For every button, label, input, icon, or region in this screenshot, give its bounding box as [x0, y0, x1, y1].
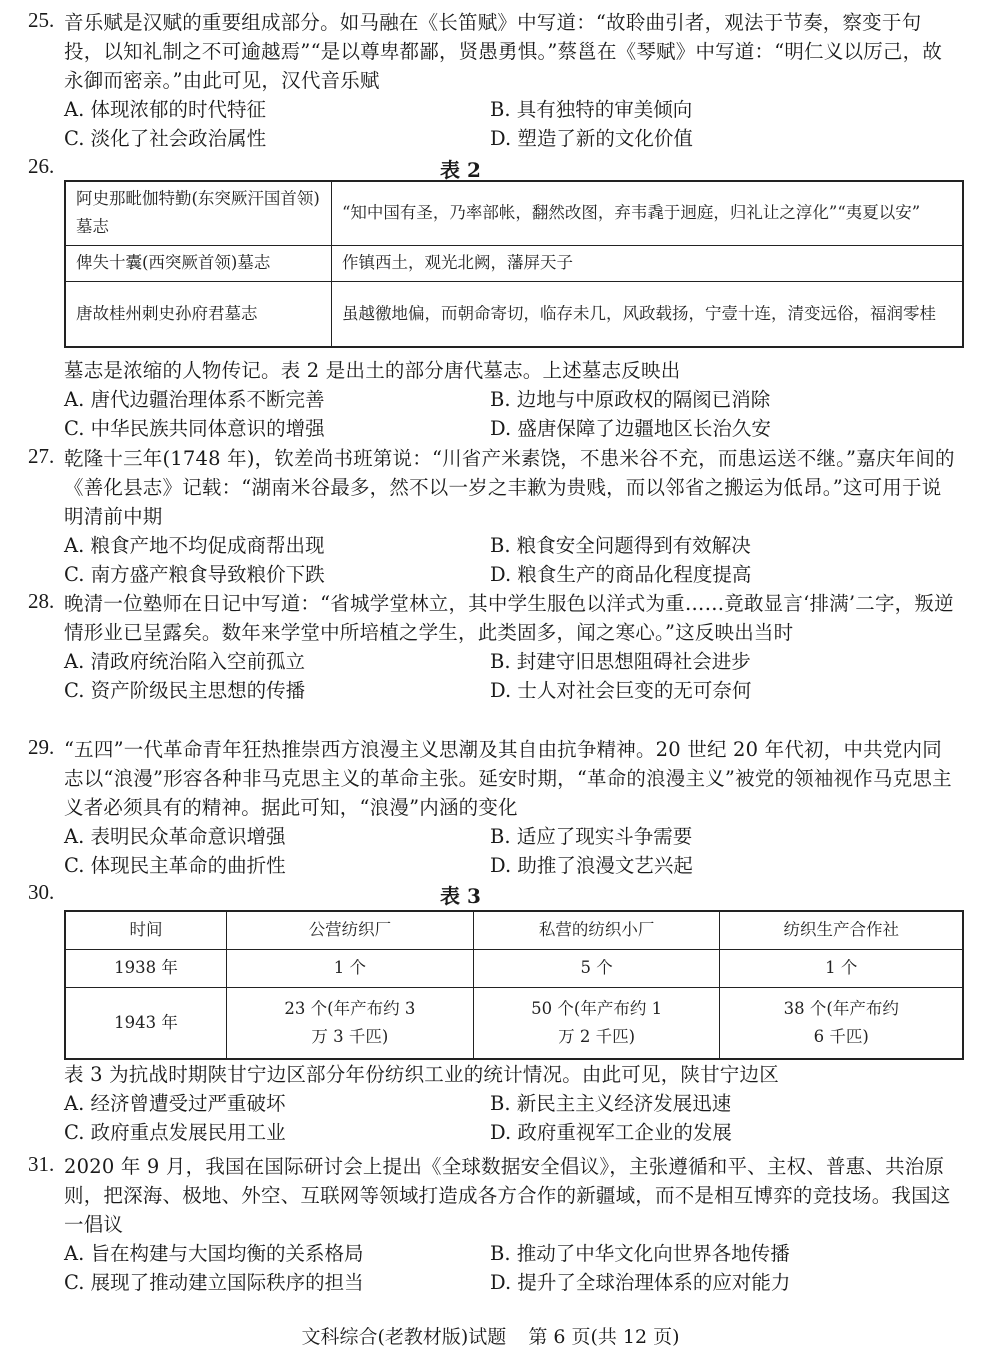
table-header-row	[65, 911, 963, 949]
option-d[interactable]: D. 助推了浪漫文艺兴起	[490, 854, 693, 877]
options	[64, 95, 958, 153]
option-c[interactable]: C. 南方盛产粮食导致粮价下跌	[64, 563, 325, 586]
table-cell: 5 个	[473, 949, 720, 987]
option-d[interactable]: D. 提升了全球治理体系的应对能力	[490, 1271, 791, 1294]
question-stem: 墓志是浓缩的人物传记。表 2 是出土的部分唐代墓志。上述墓志反映出	[64, 359, 681, 382]
option-d[interactable]: D. 政府重视军工企业的发展	[490, 1121, 732, 1144]
table-row	[65, 181, 963, 245]
option-b[interactable]: B. 边地与中原政权的隔阂已消除	[490, 388, 771, 411]
question-31	[28, 1152, 958, 1297]
option-c[interactable]: C. 展现了推动建立国际秩序的担当	[64, 1271, 364, 1294]
question-number: 29.	[28, 735, 55, 759]
table-header-cell: 公营纺织厂	[227, 911, 474, 949]
table-cell: 1943 年	[65, 987, 227, 1059]
option-c[interactable]: C. 政府重点发展民用工业	[64, 1121, 286, 1144]
table-caption: 表 3	[440, 884, 481, 908]
option-d[interactable]: D. 盛唐保障了边疆地区长治久安	[490, 417, 771, 440]
options	[64, 822, 958, 880]
option-b[interactable]: B. 粮食安全问题得到有效解决	[490, 534, 751, 557]
table-row	[65, 281, 963, 347]
table-cell: 阿史那毗伽特勤(东突厥汗国首领)墓志	[65, 181, 332, 245]
table-header-cell: 私营的纺织小厂	[473, 911, 720, 949]
table-cell: 38 个(年产布约 6 千匹)	[720, 987, 963, 1059]
option-d[interactable]: D. 塑造了新的文化价值	[490, 127, 693, 150]
table-cell: 作镇西土，观光北阙，藩屏天子	[332, 245, 964, 281]
table-cell: 俾失十囊(西突厥首领)墓志	[65, 245, 332, 281]
option-d[interactable]: D. 粮食生产的商品化程度提高	[490, 563, 752, 586]
question-27	[28, 444, 958, 589]
option-a[interactable]: A. 清政府统治陷入空前孤立	[64, 650, 305, 673]
table-cell: 唐故桂州刺史孙府君墓志	[65, 281, 332, 347]
table-cell: 23 个(年产布约 3 万 3 千匹)	[227, 987, 474, 1059]
table-header-cell: 纺织生产合作社	[720, 911, 963, 949]
option-d[interactable]: D. 士人对社会巨变的无可奈何	[490, 679, 752, 702]
question-stem: 乾隆十三年(1748 年)，钦差尚书班第说：“川省产米素饶，不患米谷不充，而患运送不继。”嘉庆年间的《善化县志》记载：“湖南米谷最多，然不以一岁之丰歉为贵贱，而以邻省之搬运为低昂。”这可用于说明清前中期	[64, 447, 955, 528]
question-number: 25.	[28, 8, 55, 32]
option-a[interactable]: A. 旨在构建与大国均衡的关系格局	[64, 1242, 364, 1265]
question-number: 28.	[28, 589, 55, 613]
table-cell: 1938 年	[65, 949, 227, 987]
option-a[interactable]: A. 经济曾遭受过严重破坏	[64, 1092, 286, 1115]
question-number: 27.	[28, 444, 55, 468]
option-b[interactable]: B. 具有独特的审美倾向	[490, 98, 693, 121]
option-a[interactable]: A. 表明民众革命意识增强	[64, 825, 286, 848]
question-number: 31.	[28, 1152, 55, 1176]
option-b[interactable]: B. 新民主主义经济发展迅速	[490, 1092, 732, 1115]
question-26-body	[28, 356, 958, 443]
question-stem: “五四”一代革命青年狂热推崇西方浪漫主义思潮及其自由抗争精神。20 世纪 20 年代初，中共党内同志以“浪漫”形容各种非马克思主义的革命主张。延安时期，“革命的浪漫主义”被党的领袖视作马克思主义者必须具有的精神。据此可知，“浪漫”内涵的变化	[64, 738, 952, 819]
question-number: 26.	[28, 154, 55, 178]
option-c[interactable]: C. 资产阶级民主思想的传播	[64, 679, 306, 702]
table-2	[64, 180, 964, 348]
table-cell: 50 个(年产布约 1 万 2 千匹)	[473, 987, 720, 1059]
options	[64, 1089, 958, 1147]
option-b[interactable]: B. 推动了中华文化向世界各地传播	[490, 1242, 790, 1265]
question-30-body	[28, 1060, 958, 1147]
option-b[interactable]: B. 封建守旧思想阻碍社会进步	[490, 650, 751, 673]
question-28	[28, 589, 958, 705]
option-a[interactable]: A. 体现浓郁的时代特征	[64, 98, 266, 121]
option-a[interactable]: A. 唐代边疆治理体系不断完善	[64, 388, 325, 411]
question-number: 30.	[28, 880, 55, 904]
options	[64, 647, 958, 705]
table-cell: 1 个	[227, 949, 474, 987]
page-footer	[0, 1322, 981, 1349]
table-cell: “知中国有圣，乃率部帐，翻然改图，弃韦毳于迥庭，归礼让之淳化”“夷夏以安”	[332, 181, 964, 245]
table-header-cell: 时间	[65, 911, 227, 949]
question-stem: 表 3 为抗战时期陕甘宁边区部分年份纺织工业的统计情况。由此可见，陕甘宁边区	[64, 1063, 779, 1086]
question-29	[28, 735, 958, 880]
options	[64, 531, 958, 589]
option-c[interactable]: C. 淡化了社会政治属性	[64, 127, 267, 150]
table-row	[65, 245, 963, 281]
question-stem: 晚清一位塾师在日记中写道：“省城学堂林立，其中学生服色以洋式为重……竟敢显言‘排满’二字，叛逆情形业已呈露矣。数年来学堂中所培植之学生，此类固多，闻之寒心。”这反映出当时	[64, 592, 954, 644]
table-cell: 1 个	[720, 949, 963, 987]
options	[64, 385, 958, 443]
question-25	[28, 8, 958, 153]
option-b[interactable]: B. 适应了现实斗争需要	[490, 825, 693, 848]
options	[64, 1239, 958, 1297]
exam-title: 文科综合(老教材版)试题	[301, 1326, 507, 1348]
question-stem: 2020 年 9 月，我国在国际研讨会上提出《全球数据安全倡议》，主张遵循和平、主权、普惠、共治原则，把深海、极地、外空、互联网等领域打造成各方合作的新疆域，而不是相互博弈的竞技场。我国这一倡议	[64, 1155, 951, 1236]
table-row	[65, 987, 963, 1059]
option-a[interactable]: A. 粮食产地不均促成商帮出现	[64, 534, 325, 557]
table-3	[64, 910, 964, 1060]
question-stem: 音乐赋是汉赋的重要组成部分。如马融在《长笛赋》中写道：“故聆曲引者，观法于节奏，察变于句投，以知礼制之不可逾越焉”“是以尊卑都鄙，贤愚勇惧。”蔡邕在《琴赋》中写道：“明仁义以厉己，故永御而密亲。”由此可见，汉代音乐赋	[64, 11, 943, 92]
table-row	[65, 949, 963, 987]
table-caption: 表 2	[440, 158, 481, 182]
table-cell: 虽越徼地偏，而朝命寄切，临存未几，风政载扬，宁壹十连，清变远俗，福润零桂	[332, 281, 964, 347]
option-c[interactable]: C. 中华民族共同体意识的增强	[64, 417, 325, 440]
option-c[interactable]: C. 体现民主革命的曲折性	[64, 854, 286, 877]
page-number: 第 6 页(共 12 页)	[528, 1326, 680, 1348]
